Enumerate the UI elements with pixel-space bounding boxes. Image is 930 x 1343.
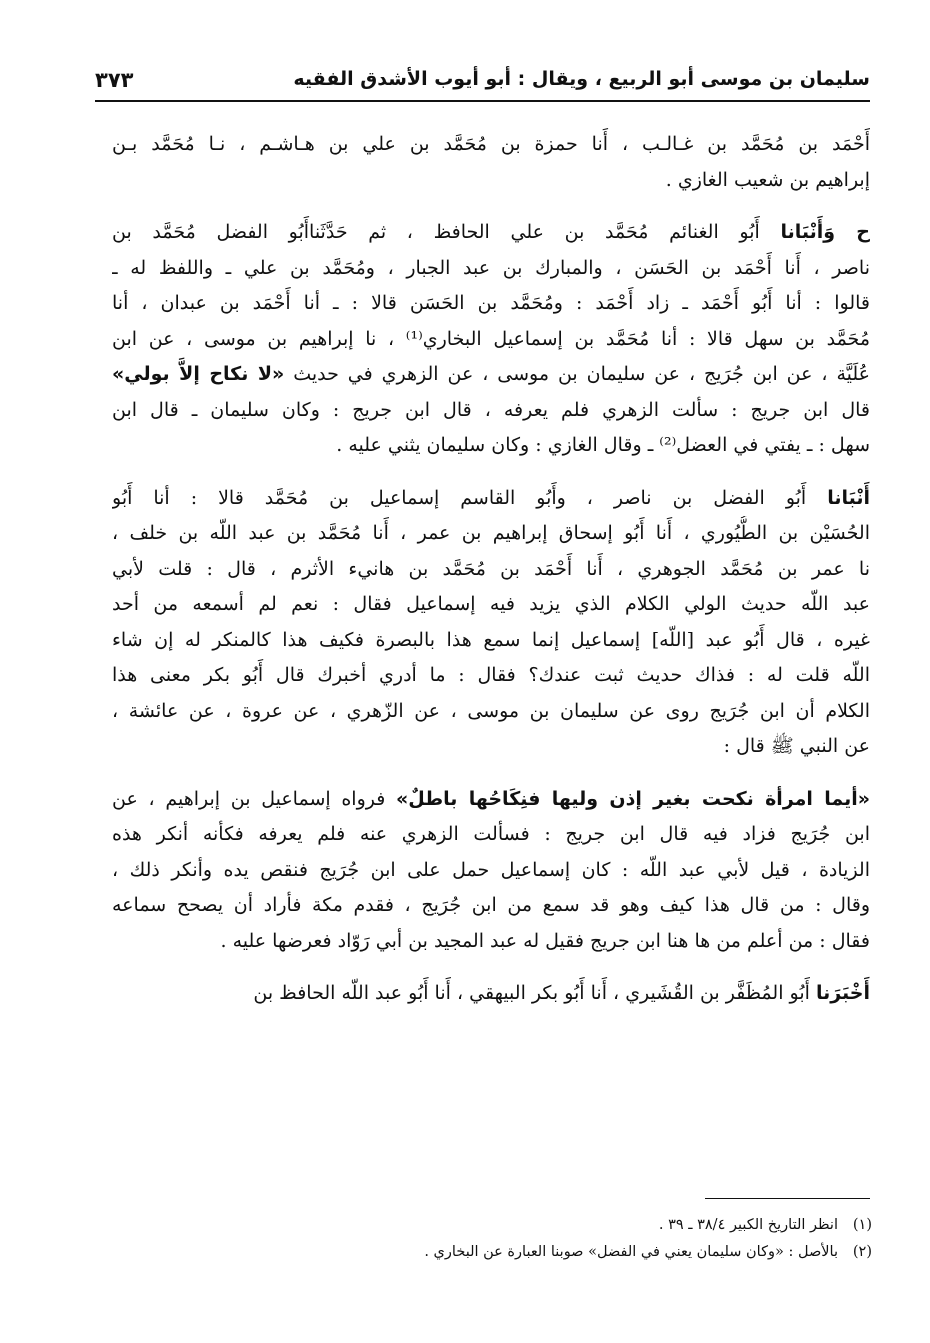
text-line	[112, 658, 870, 694]
text-line	[112, 853, 870, 889]
text-line	[112, 924, 870, 960]
line-text: ناصر ، أَنا أَحْمَد بن الحَسَن ، والمبارك بن عبد الجبار ، ومُحَمَّد بن علي ـ واللفظ له ـ	[112, 256, 870, 279]
text-line	[112, 322, 870, 358]
line-text: غيره ، قال أَبُو عبد [اللّه] إسماعيل إنما سمع هذا بالبصرة فكيف هذا كالمنكر له إن شاء	[112, 628, 870, 651]
lead-phrase: أَنْبَانا	[827, 486, 870, 509]
line-text: فرواه إسماعيل بن إبراهيم ، عن	[112, 787, 397, 810]
hadith-quote: «أيما امرأة نكحت بغير إذن وليها فنِكَاحُها باطلٌ»	[396, 787, 870, 810]
page-number: ٣٧٣	[95, 68, 134, 92]
line-text: الحُسَيْن بن الطُّيُوري ، أَنا أَبُو إسحاق إبراهيم بن عمر ، أَنا مُحَمَّد بن عبد اللّه بن خلف ،	[112, 522, 870, 544]
line-text: فقال : من أعلم من ها هنا ابن جريج فقيل له عبد المجيد بن أبي رَوّاد فعرضها عليه .	[220, 929, 870, 952]
line-text: سهل : ـ يفتي في العضل⁽²⁾ ـ وقال الغازي : وكان سليمان يثني عليه .	[336, 434, 870, 456]
footnote-number: (٢)	[852, 1244, 872, 1260]
line-text: إبراهيم بن شعيب الغازي .	[665, 168, 870, 191]
paragraph	[112, 481, 870, 765]
text-line	[112, 552, 870, 588]
paragraph	[112, 782, 870, 960]
line-text: نا عمر بن مُحَمَّد الجوهري ، أَنا أَحْمَد بن مُحَمَّد بن هانيء الأثرم ، قال : قلت لأبي	[112, 557, 870, 580]
hadith-quote: «لا نكاح إلاَّ بولي»	[112, 363, 285, 385]
text-line	[112, 357, 870, 393]
line-text: قال ابن جريج : سألت الزهري فلم يعرفه ، قال ابن جريج : وكان سليمان ـ قال ابن	[112, 398, 870, 421]
text-line	[112, 729, 870, 765]
footnote-text: انظر التاريخ الكبير ٣٨/٤ ـ ٣٩ .	[658, 1217, 838, 1233]
footnote-number: (١)	[852, 1217, 872, 1233]
footnote-2	[300, 1239, 872, 1266]
line-text: عُلَيَّة ، عن ابن جُرَيج ، عن سليمان بن موسى ، عن الزهري في حديث	[284, 363, 870, 385]
footnote-1	[300, 1212, 872, 1239]
line-text: مُحَمَّد بن سهل قالا : أنا مُحَمَّد بن إسماعيل البخاري⁽¹⁾ ، نا إبراهيم بن موسى ، عن ابن	[112, 327, 870, 350]
lead-phrase: أَخْبَرَنا	[815, 982, 870, 1004]
paragraph	[112, 976, 870, 1012]
line-text: أَبُو الفضل بن ناصر ، وأَبُو القاسم إسماعيل بن مُحَمَّد قالا : أنا أَبُو	[112, 486, 828, 509]
header-rule	[95, 100, 870, 102]
text-line	[112, 623, 870, 659]
line-text: اللّه قلت له : فذاك حديث ثبت عندك؟ فقال : ما أدري أخبرك قال أَبُو بكر معنى هذا	[112, 664, 870, 686]
text-line	[112, 817, 870, 853]
text-line	[112, 428, 870, 464]
line-text: عن النبي ﷺ قال :	[723, 735, 870, 757]
line-text: قالوا : أنا أَبُو أَحْمَد ـ زاد أَحْمَد : ومُحَمَّد بن الحَسَن قالا : ـ أنا أَحْمَد بن عبدان ، أنا	[112, 292, 870, 314]
line-text: الكلام أن ابن جُرَيج روى عن سليمان بن موسى ، عن الزّهري ، عن عروة ، عن عائشة ،	[112, 699, 870, 722]
text-line	[112, 127, 870, 163]
text-line	[112, 286, 870, 322]
paragraph	[112, 215, 870, 464]
line-text: ابن جُرَيج فزاد فيه قال ابن جريج : فسألت الزهري عنه فلم يعرفه فكأنه أنكر هذه	[112, 823, 870, 845]
line-text: الزيادة ، قيل لأبي عبد اللّه : كان إسماعيل حمل على ابن جُرَيج فنقص يده وأنكر ذلك ،	[112, 858, 870, 881]
main-text	[112, 127, 870, 1012]
text-line	[112, 976, 870, 1012]
running-head	[95, 62, 870, 102]
text-line	[112, 163, 870, 199]
running-head-title: سليمان بن موسى أبو الربيع ، ويقال : أبو أيوب الأشدق الفقيه	[293, 68, 870, 90]
footnotes	[300, 1212, 872, 1266]
line-text: أَبُو الغنائم مُحَمَّد بن علي الحافظ ، ثم حَدَّثَناأَبُو الفضل مُحَمَّد بن	[112, 221, 781, 243]
text-line	[112, 393, 870, 429]
text-line	[112, 251, 870, 287]
text-line	[112, 694, 870, 730]
text-line	[112, 481, 870, 517]
paragraph	[112, 127, 870, 198]
footnote-separator	[705, 1198, 870, 1199]
text-line	[112, 587, 870, 623]
text-line	[112, 215, 870, 251]
line-text: أَبُو المُظَفَّر بن القُشَيري ، أَنا أَبُو بكر البيهقي ، أَنا أَبُو عبد اللّه الحافظ بن	[253, 982, 816, 1004]
footnote-text: بالأصل : «وكان سليمان يعني في الفضل» صوبنا العبارة عن البخاري .	[424, 1244, 838, 1260]
text-line	[112, 888, 870, 924]
lead-phrase: ح وَأَنْبَانا	[780, 221, 870, 243]
line-text: أَحْمَد بن مُحَمَّد بن غـالـب ، أَنا حمزة بن مُحَمَّد بن علي بن هـاشـم ، نـا مُحَمَّد بـن	[112, 133, 870, 155]
text-line	[112, 516, 870, 552]
line-text: وقال : من قال هذا كيف وهو قد سمع من ابن جُرَيج ، فقدم مكة فأراد أن يصحح سماعه	[112, 894, 870, 916]
line-text: عبد اللّه حديث الولي الكلام الذي يزيد فيه إسماعيل فقال : نعم لم أسمعه من أحد	[112, 593, 870, 615]
text-line	[112, 782, 870, 818]
